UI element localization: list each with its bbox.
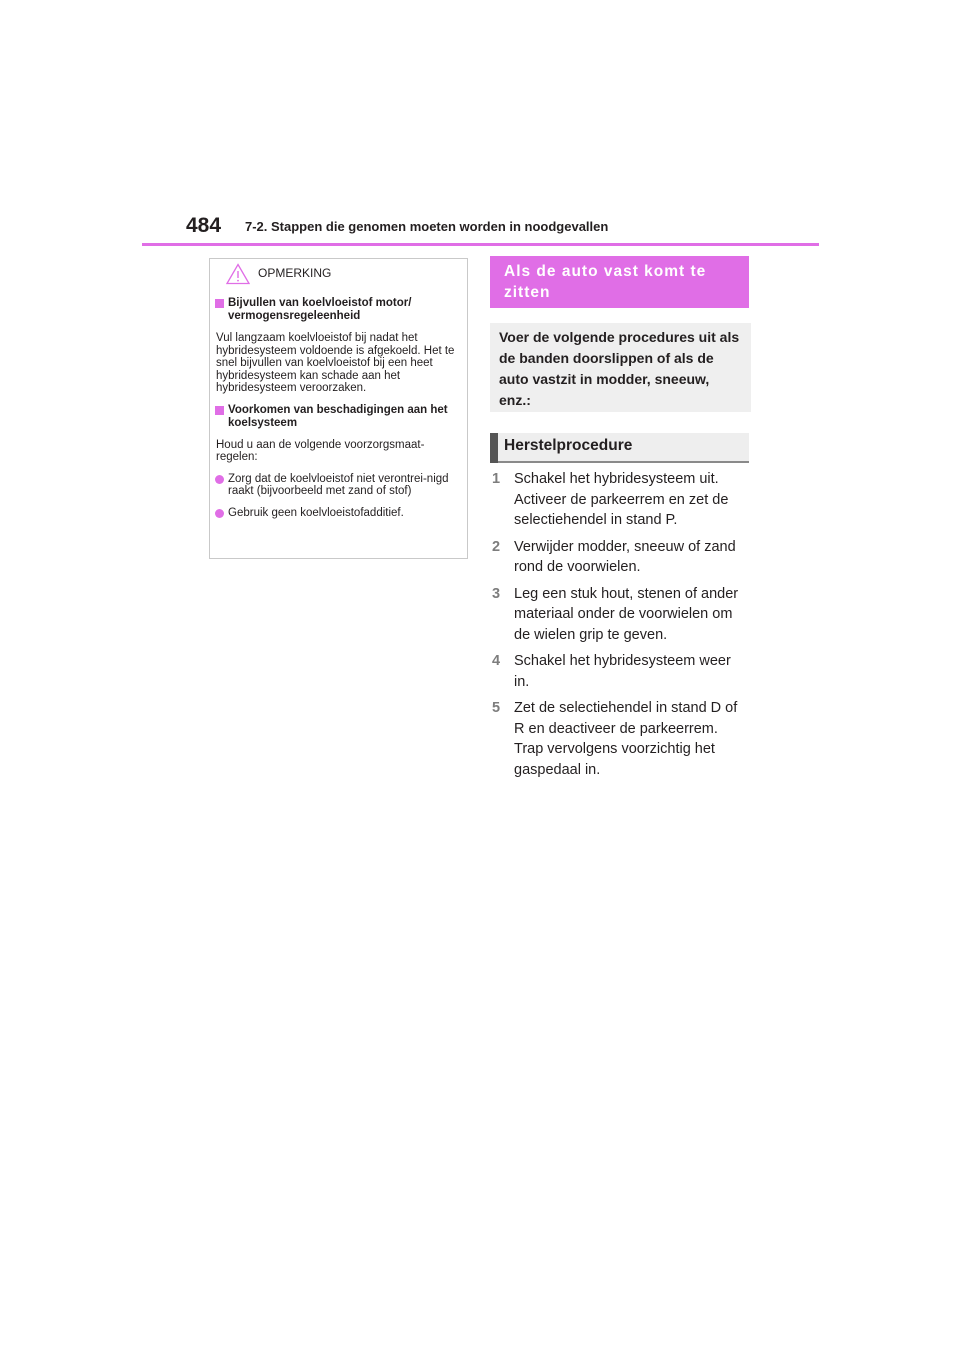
step-text: Verwijder modder, sneeuw of zand rond de voorwielen. (514, 538, 736, 575)
square-bullet-icon (215, 299, 224, 308)
step-number: 3 (492, 585, 501, 602)
notice-body (215, 297, 459, 528)
round-bullet-icon (215, 509, 224, 518)
notice-heading-text: Voorkomen van beschadigingen aan het koelsysteem (228, 403, 448, 429)
square-bullet-icon (215, 406, 224, 415)
warning-triangle-icon (226, 263, 250, 290)
step-number: 4 (492, 653, 501, 669)
list-item (215, 473, 459, 498)
step-number: 5 (492, 700, 501, 716)
step-text: Schakel het hybridesysteem uit. Activeer de parkeerrem en zet de selectiehendel in stand P. (514, 471, 729, 528)
subsection-title: Herstelprocedure (504, 437, 633, 454)
step-number: 2 (492, 538, 501, 555)
notice-header (210, 259, 467, 289)
section-title: Als de auto vast komt te zitten (504, 263, 707, 301)
subsection-banner (490, 433, 749, 463)
step-text: Leg een stuk hout, stenen of ander materiaal onder de voorwielen om de wielen grip te geven. (514, 585, 739, 643)
header-divider (142, 243, 819, 246)
intro-box (490, 323, 751, 412)
step-number: 1 (492, 471, 501, 487)
step-text: Schakel het hybridesysteem weer in. (514, 653, 731, 690)
notice-heading (215, 297, 459, 323)
list-item-text: Gebruik geen koelvloeistofadditief. (228, 506, 404, 519)
subsection-accent (490, 433, 498, 463)
step-item (492, 584, 747, 646)
step-text: Zet de selectiehendel in stand D of R en deactiveer de parkeerrem. Trap vervolgens voorzichtig het gaspedaal in. (514, 700, 738, 778)
notice-paragraph: Houd u aan de volgende voorzorgsmaat-regelen: (216, 438, 425, 463)
list-item (215, 507, 459, 520)
notice-heading-text: Bijvullen van koelvloeistof motor/ vermogensregeleenheid (228, 297, 412, 322)
notice-box (209, 258, 468, 559)
step-item (492, 651, 747, 692)
step-item (492, 469, 747, 531)
round-bullet-icon (215, 475, 224, 484)
procedure-steps (492, 469, 747, 786)
notice-heading (215, 404, 459, 430)
step-item (492, 698, 747, 780)
notice-paragraph: Vul langzaam koelvloeistof bij nadat het hybridesysteem voldoende is afgekoeld. Het te snel bijvullen van koelvloeistof bij een heet hybridesysteem kan schade aan het hybridesysteem veroorzaken. (216, 332, 455, 394)
section-banner (490, 256, 749, 308)
chapter-heading: 7-2. Stappen die genomen moeten worden in noodgevallen (245, 219, 609, 234)
page-number: 484 (186, 214, 222, 237)
step-item (492, 537, 747, 578)
list-item-text: Zorg dat de koelvloeistof niet verontrei-nigd raakt (bijvoorbeeld met zand of stof) (228, 472, 449, 497)
intro-text: Voer de volgende procedures uit als de banden doorslippen of als de auto vastzit in modder, sneeuw, enz.: (499, 329, 740, 408)
notice-title: OPMERKING (258, 266, 332, 280)
